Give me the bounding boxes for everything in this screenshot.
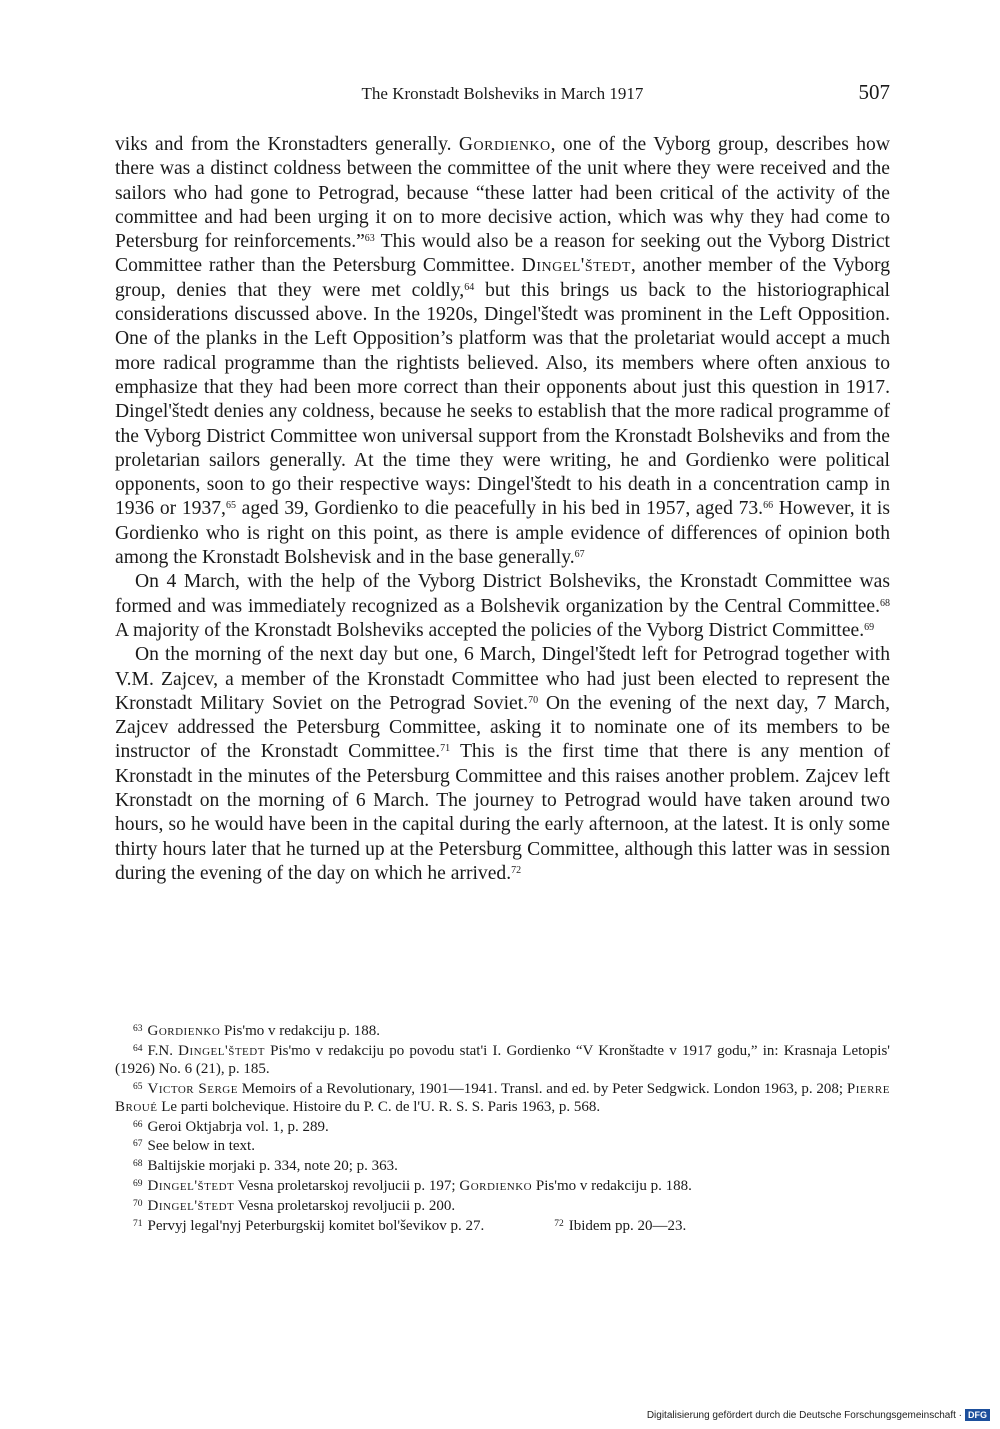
footnote-ref: 71 — [440, 743, 451, 755]
footnote: $^{63}$ Gordienko Pis'mo v redakciju p. 188. — [133, 1023, 381, 1039]
footnote-ref: 72 — [511, 864, 522, 876]
footnote: $^{67}$ See below in text. — [133, 1138, 255, 1155]
page-number: 507 — [858, 80, 890, 104]
footnote-ref: 64 — [464, 281, 475, 293]
footnote-ref: 66 — [763, 500, 774, 512]
footnote: $^{65}$ Victor Serge Memoirs of a Revolutionary, 1901—1941. Transl. and ed. by Peter Sedgwick. London 1963, p. 208; Pierre Broué Le parti bolchevique. Histoire du P. C. de l'U. R. S. S. Paris 1963, p. 568. — [115, 1080, 890, 1115]
paragraph: viks and from the Kronstadters generally. Gordienko, one of the Vyborg group, describes how there was a distinct coldness between the committee of the unit where they were received and the sailors who had gone to Petrograd, because “these latter had been critical of the activity of the committee and had been urging it on to more decisive action, which was why they had come to Petersburg for reinforcements.”$^{63}$ This would also be a reason for seeking out the Vyborg District Committee rather than the Petersburg Committee. Dingel'štedt, another member of the Vyborg group, denies that they were met coldly,$^{64}$ but this brings us back to the historiographical considerations discussed above. In the 1920s, Dingel'štedt was prominent in the Left Opposition. One of the planks in the Left Opposition’s platform was that the proletariat would accept a much more radical programme than the rightists believed. Also, its members where often anxious to emphasize that they had been more correct than their opponents about just this question in 1917. Dingel'štedt denies any coldness, because he seeks to establish that the more radical programme of the Vyborg District Committee won universal support from the Kronstadt Bolsheviks and from the proletarian sailors generally. At the time they were writing, he and Gordienko were political opponents, soon to go their respective ways: Dingel'štedt to his death in a concentration camp in 1936 or 1937,65 aged 39, Gordienko to die peacefully in his bed in 1957, aged 73.66 However, it is Gordienko who is right on this point, as there is ample evidence of differences of opinion both among the Kronstadt Bolshevisk and in the base generally.$^{67}$ — [115, 134, 891, 569]
digitization-credit — [647, 1409, 990, 1421]
paragraph: On the morning of the next day but one, 6 March, Dingel'štedt left for Petrograd together with V.M. Zajcev, a member of the Kronstadt Committee who had just been elected to represent the Kronstadt Military Soviet on the Petrograd Soviet.$^{70}$ On the evening of the next day, 7 March, Zajcev addressed the Petersburg Committee, asking it to nominate one of its members to be instructor of the Kronstadt Committee.$^{71}$ This is the first time that there is any mention of Kronstadt in the minutes of the Petersburg Committee and this raises another problem. Zajcev left Kronstadt on the morning of 6 March. The journey to Petrograd would have taken around two hours, so he would have been in the capital during the early afternoon, at the latest. It is only some thirty hours later that he turned up at the Petersburg Committee, although this latter was in session during the evening of the day on which he arrived.$^{72}$ — [115, 644, 890, 884]
footnotes — [115, 1021, 890, 1236]
footnote: $^{69}$ Dingel'štedt Vesna proletarskoj revoljucii p. 197; Gordienko Pis'mo v redakciju p. 188. — [133, 1178, 692, 1195]
running-title: The Kronstadt Bolsheviks in March 1917 — [361, 84, 644, 103]
footnote: $^{66}$ Geroi Oktjabrja vol. 1, p. 289. — [133, 1118, 329, 1135]
footnote-ref: 68 — [880, 597, 890, 609]
dfg-logo: DFG — [965, 1409, 990, 1421]
page-header — [115, 80, 890, 110]
credit-text: Digitalisierung gefördert durch die Deutsche Forschungsgemeinschaft · — [646, 1409, 962, 1421]
footnote-ref: 67 — [574, 549, 585, 561]
footnote-ref: 69 — [864, 621, 875, 633]
footnote-ref: 63 — [364, 233, 375, 245]
paragraph: On 4 March, with the help of the Vyborg District Bolsheviks, the Kronstadt Committee was formed and was immediately recognized as a Bolshevik organization by the Central Committee.$^{68}$ A majority of the Kronstadt Bolsheviks accepted the policies of the Vyborg District Committee.$^{69}$ — [115, 571, 890, 641]
footnote-ref: 65 — [225, 500, 236, 512]
footnote: $^{64}$ F.N. Dingel'štedt Pis'mo v redakciju po povodu stat'i I. Gordienko “V Kronštadte v 1917 godu,” in: Krasnaja Letopis' (1926) No. 6 (21), p. 185. — [115, 1042, 890, 1077]
footnote: $^{70}$ Dingel'štedt Vesna proletarskoj revoljucii p. 200. — [133, 1198, 456, 1215]
footnote-ref: 70 — [528, 694, 539, 706]
footnote: $^{68}$ Baltijskie morjaki p. 334, note 20; p. 363. — [133, 1158, 398, 1175]
main-text — [115, 133, 890, 886]
footnote: $^{71}$ Pervyj legal'nyj Peterburgskij komitet bol'ševikov p. 27. $^{72}$ Ibidem pp. 20—23. — [133, 1218, 687, 1235]
